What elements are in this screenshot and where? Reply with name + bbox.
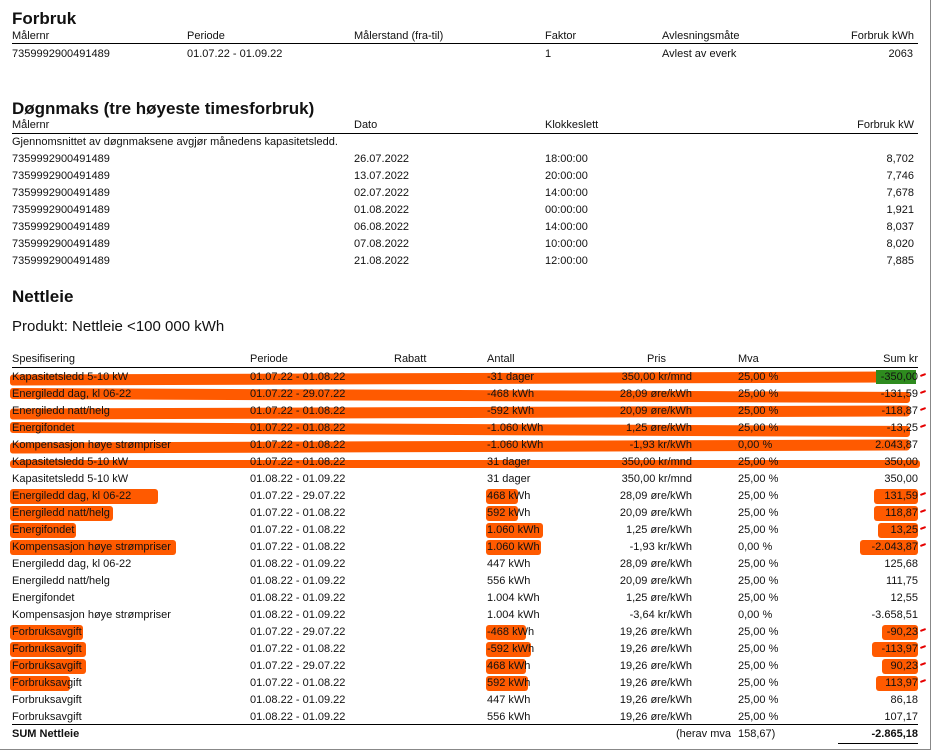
- nettleie-cell-spesifisering: Energiledd dag, kl 06-22: [12, 490, 132, 502]
- nettleie-cell-periode: 01.07.22 - 01.08.22: [250, 507, 346, 519]
- nettleie-cell-spesifisering: Energifondet: [12, 524, 75, 536]
- nettleie-cell-spesifisering: Energiledd dag, kl 06-22: [12, 558, 132, 570]
- nettleie-cell-spesifisering: Forbruksavgift: [12, 643, 82, 655]
- nettleie-cell-periode: 01.08.22 - 01.09.22: [250, 558, 346, 570]
- orange-marker-strike: [10, 460, 920, 468]
- red-margin-mark: [920, 424, 926, 428]
- nettleie-cell-antall: 1.060 kWh: [487, 541, 540, 553]
- nettleie-cell-antall: 447 kWh: [487, 558, 531, 570]
- nettleie-cell-antall: -592 kWh: [487, 643, 535, 655]
- nettleie-cell-periode: 01.07.22 - 01.08.22: [250, 422, 346, 434]
- red-margin-mark: [920, 407, 926, 411]
- dognmaks-cell-malernr: 7359992900491489: [12, 153, 110, 165]
- nettleie-cell-spesifisering: Energifondet: [12, 422, 75, 434]
- dognmaks-cell-dato: 07.08.2022: [354, 238, 410, 250]
- nettleie-cell-pris-amount: 20,09 øre/kWh: [619, 405, 692, 417]
- nettleie-cell-periode: 01.07.22 - 29.07.22: [250, 660, 346, 672]
- nettleie-cell-periode: 01.08.22 - 01.09.22: [250, 711, 346, 723]
- sum-total-underline: [838, 743, 918, 744]
- nettleie-cell-sum: -350,00: [880, 371, 918, 383]
- dognmaks-header-klokkeslett: Klokkeslett: [545, 119, 599, 131]
- dognmaks-cell-dato: 21.08.2022: [354, 255, 410, 267]
- nettleie-cell-mva: 25,00 %: [738, 575, 779, 587]
- nettleie-cell-mva: 25,00 %: [738, 422, 779, 434]
- nettleie-cell-sum: 113,97: [885, 677, 918, 689]
- forbruk-header-faktor: Faktor: [545, 30, 577, 42]
- nettleie-header-spesifisering: Spesifisering: [12, 353, 75, 365]
- nettleie-header-sum: Sum kr: [883, 353, 918, 365]
- nettleie-cell-pris-amount: 19,26 øre/kWh: [619, 643, 692, 655]
- nettleie-cell-sum: 350,00: [884, 473, 918, 485]
- nettleie-cell-pris-amount: 28,09 øre/kWh: [619, 490, 692, 502]
- nettleie-cell-antall: 447 kWh: [487, 694, 531, 706]
- dognmaks-cell-malernr: 7359992900491489: [12, 204, 110, 216]
- red-margin-mark: [920, 390, 926, 394]
- nettleie-cell-sum: 350,00: [884, 456, 918, 468]
- nettleie-cell-pris-amount: 1,25 øre/kWh: [625, 524, 692, 536]
- dognmaks-cell-kw: 7,885: [886, 255, 914, 267]
- nettleie-cell-antall: 556 kWh: [487, 711, 531, 723]
- nettleie-cell-mva: 25,00 %: [738, 660, 779, 672]
- dognmaks-cell-malernr: 7359992900491489: [12, 238, 110, 250]
- nettleie-cell-spesifisering: Kapasitetsledd 5-10 kW: [12, 456, 129, 468]
- dognmaks-cell-klokkeslett: 20:00:00: [545, 170, 588, 182]
- nettleie-cell-antall: -31 dager: [487, 371, 535, 383]
- nettleie-cell-spesifisering: Forbruksavgift: [12, 711, 82, 723]
- dognmaks-cell-kw: 8,702: [886, 153, 914, 165]
- nettleie-cell-spesifisering: Energiledd natt/helg: [12, 507, 110, 519]
- nettleie-cell-periode: 01.07.22 - 01.08.22: [250, 456, 346, 468]
- nettleie-cell-periode: 01.07.22 - 01.08.22: [250, 524, 346, 536]
- nettleie-cell-pris-amount: -3,64 kr/kWh: [629, 609, 692, 621]
- nettleie-cell-antall: 592 kWh: [487, 677, 531, 689]
- sum-rule: [12, 724, 918, 725]
- dognmaks-cell-klokkeslett: 10:00:00: [545, 238, 588, 250]
- nettleie-header-antall: Antall: [487, 353, 515, 365]
- forbruk-cell-avlesningsmate: Avlest av everk: [662, 48, 737, 60]
- forbruk-header-malerstand: Målerstand (fra-til): [354, 30, 444, 42]
- red-margin-mark: [920, 373, 926, 377]
- nettleie-cell-periode: 01.08.22 - 01.09.22: [250, 592, 346, 604]
- dognmaks-cell-klokkeslett: 18:00:00: [545, 153, 588, 165]
- nettleie-cell-sum: -3.658,51: [871, 609, 918, 621]
- red-margin-mark: [920, 628, 926, 632]
- dognmaks-cell-malernr: 7359992900491489: [12, 187, 110, 199]
- nettleie-cell-spesifisering: Kapasitetsledd 5-10 kW: [12, 473, 129, 485]
- nettleie-cell-sum: 2.043,87: [875, 439, 918, 451]
- dognmaks-cell-klokkeslett: 14:00:00: [545, 187, 588, 199]
- dognmaks-cell-klokkeslett: 12:00:00: [545, 255, 588, 267]
- nettleie-cell-spesifisering: Kapasitetsledd 5-10 kW: [12, 371, 129, 383]
- dognmaks-cell-kw: 1,921: [886, 204, 914, 216]
- nettleie-header-rule: [12, 367, 918, 368]
- nettleie-cell-antall: -1.060 kWh: [487, 422, 544, 434]
- red-margin-mark: [920, 492, 926, 496]
- nettleie-cell-spesifisering: Forbruksavgift: [12, 626, 82, 638]
- nettleie-cell-mva: 25,00 %: [738, 490, 779, 502]
- forbruk-cell-periode: 01.07.22 - 01.09.22: [187, 48, 283, 60]
- nettleie-cell-pris-amount: 350,00 kr/mnd: [621, 371, 692, 383]
- dognmaks-cell-dato: 01.08.2022: [354, 204, 410, 216]
- nettleie-cell-periode: 01.07.22 - 01.08.22: [250, 677, 346, 689]
- nettleie-title: Nettleie: [12, 287, 74, 306]
- nettleie-cell-antall: 556 kWh: [487, 575, 531, 587]
- dognmaks-note: Gjennomsnittet av døgnmaksene avgjør månedens kapasitetsledd.: [12, 136, 338, 148]
- nettleie-cell-pris-amount: 350,00 kr/mnd: [621, 473, 692, 485]
- dognmaks-header-rule: [12, 133, 918, 134]
- nettleie-cell-mva: 25,00 %: [738, 643, 779, 655]
- forbruk-header-periode: Periode: [187, 30, 225, 42]
- dognmaks-title: Døgnmaks (tre høyeste timesforbruk): [12, 99, 315, 118]
- forbruk-header-malernr: Målernr: [12, 30, 50, 42]
- nettleie-cell-antall: 468 kWh: [487, 660, 531, 672]
- nettleie-cell-sum: 118,87: [885, 507, 918, 519]
- nettleie-cell-mva: 25,00 %: [738, 405, 779, 417]
- nettleie-cell-sum: 131,59: [884, 490, 918, 502]
- nettleie-cell-spesifisering: Forbruksavgift: [12, 660, 82, 672]
- nettleie-cell-spesifisering: Kompensasjon høye strømpriser: [12, 439, 171, 451]
- nettleie-cell-sum: 125,68: [884, 558, 918, 570]
- nettleie-cell-periode: 01.07.22 - 29.07.22: [250, 388, 346, 400]
- nettleie-cell-spesifisering: Energifondet: [12, 592, 75, 604]
- red-margin-mark: [920, 543, 926, 547]
- dognmaks-cell-klokkeslett: 00:00:00: [545, 204, 588, 216]
- nettleie-cell-spesifisering: Energiledd natt/helg: [12, 405, 110, 417]
- red-margin-mark: [920, 679, 926, 683]
- forbruk-cell-faktor: 1: [545, 48, 552, 60]
- dognmaks-cell-malernr: 7359992900491489: [12, 221, 110, 233]
- dognmaks-cell-dato: 06.08.2022: [354, 221, 410, 233]
- nettleie-cell-sum: -131,59: [880, 388, 918, 400]
- nettleie-cell-sum: -118,87: [881, 405, 918, 417]
- nettleie-cell-spesifisering: Energiledd dag, kl 06-22: [12, 388, 132, 400]
- nettleie-cell-periode: 01.07.22 - 01.08.22: [250, 643, 346, 655]
- nettleie-cell-periode: 01.07.22 - 01.08.22: [250, 405, 346, 417]
- nettleie-cell-antall: 592 kWh: [487, 507, 531, 519]
- nettleie-cell-sum: 107,17: [884, 711, 918, 723]
- nettleie-cell-spesifisering: Kompensasjon høye strømpriser: [12, 541, 171, 553]
- forbruk-title: Forbruk: [12, 9, 77, 28]
- nettleie-cell-pris-amount: -1,93 kr/kWh: [629, 541, 692, 553]
- forbruk-header-rule: [12, 43, 918, 44]
- nettleie-cell-mva: 0,00 %: [738, 609, 773, 621]
- dognmaks-header-malernr: Målernr: [12, 119, 50, 131]
- dognmaks-cell-kw: 8,020: [886, 238, 914, 250]
- dognmaks-cell-malernr: 7359992900491489: [12, 255, 110, 267]
- nettleie-cell-antall: -468 kWh: [487, 626, 535, 638]
- nettleie-cell-mva: 25,00 %: [738, 694, 779, 706]
- nettleie-cell-sum: -13,25: [886, 422, 918, 434]
- nettleie-cell-sum: -90,23: [886, 626, 918, 638]
- dognmaks-header-dato: Dato: [354, 119, 378, 131]
- nettleie-cell-pris-amount: 20,09 øre/kWh: [619, 575, 692, 587]
- sum-label: SUM Nettleie: [12, 728, 80, 740]
- nettleie-cell-sum: 90,23: [890, 660, 918, 672]
- nettleie-cell-spesifisering: Energiledd natt/helg: [12, 575, 110, 587]
- nettleie-header-periode: Periode: [250, 353, 288, 365]
- nettleie-cell-spesifisering: Kompensasjon høye strømpriser: [12, 609, 171, 621]
- forbruk-header-avlesningsmate: Avlesningsmåte: [662, 30, 740, 42]
- dognmaks-cell-dato: 26.07.2022: [354, 153, 410, 165]
- nettleie-cell-pris-amount: 19,26 øre/kWh: [619, 677, 692, 689]
- dognmaks-cell-kw: 7,678: [886, 187, 914, 199]
- nettleie-cell-sum: -2.043,87: [871, 541, 918, 553]
- nettleie-cell-mva: 25,00 %: [738, 626, 779, 638]
- nettleie-cell-antall: 1.004 kWh: [487, 609, 540, 621]
- nettleie-cell-mva: 25,00 %: [738, 507, 779, 519]
- nettleie-cell-mva: 25,00 %: [738, 456, 779, 468]
- nettleie-cell-antall: -468 kWh: [487, 388, 535, 400]
- nettleie-product: Produkt: Nettleie <100 000 kWh: [12, 318, 225, 335]
- sum-total: -2.865,18: [871, 728, 918, 740]
- dognmaks-cell-malernr: 7359992900491489: [12, 170, 110, 182]
- nettleie-cell-pris-amount: 28,09 øre/kWh: [619, 388, 692, 400]
- nettleie-cell-periode: 01.07.22 - 01.08.22: [250, 541, 346, 553]
- nettleie-cell-pris-amount: 1,25 øre/kWh: [625, 592, 692, 604]
- red-margin-mark: [920, 662, 926, 666]
- nettleie-cell-antall: -592 kWh: [487, 405, 535, 417]
- forbruk-cell-kwh: 2063: [888, 48, 913, 60]
- nettleie-header-rabatt: Rabatt: [394, 353, 427, 365]
- nettleie-cell-mva: 25,00 %: [738, 592, 779, 604]
- red-margin-mark: [920, 509, 926, 513]
- nettleie-cell-pris-amount: 19,26 øre/kWh: [619, 694, 692, 706]
- nettleie-cell-antall: 1.004 kWh: [487, 592, 540, 604]
- nettleie-cell-mva: 25,00 %: [738, 388, 779, 400]
- nettleie-cell-sum: 13,25: [890, 524, 918, 536]
- nettleie-cell-sum: 12,55: [890, 592, 918, 604]
- nettleie-cell-antall: 31 dager: [487, 473, 531, 485]
- nettleie-cell-pris-amount: 1,25 øre/kWh: [625, 422, 692, 434]
- nettleie-cell-antall: 1.060 kWh: [487, 524, 540, 536]
- nettleie-cell-periode: 01.07.22 - 29.07.22: [250, 626, 346, 638]
- nettleie-cell-periode: 01.08.22 - 01.09.22: [250, 694, 346, 706]
- nettleie-cell-spesifisering: Forbruksavgift: [12, 694, 82, 706]
- nettleie-cell-pris-amount: 19,26 øre/kWh: [619, 711, 692, 723]
- nettleie-cell-sum: -113,97: [881, 643, 918, 655]
- dognmaks-cell-kw: 7,746: [886, 170, 914, 182]
- forbruk-header-kwh: Forbruk kWh: [851, 30, 914, 42]
- nettleie-header-pris: Pris: [647, 353, 666, 365]
- nettleie-cell-pris-amount: 19,26 øre/kWh: [619, 626, 692, 638]
- nettleie-cell-antall: 468 kWh: [487, 490, 531, 502]
- nettleie-cell-pris-amount: 350,00 kr/mnd: [621, 456, 692, 468]
- dognmaks-cell-dato: 02.07.2022: [354, 187, 410, 199]
- nettleie-cell-mva: 25,00 %: [738, 711, 779, 723]
- nettleie-cell-pris-amount: 20,09 øre/kWh: [619, 507, 692, 519]
- nettleie-header-mva: Mva: [738, 353, 759, 365]
- nettleie-cell-mva: 0,00 %: [738, 541, 773, 553]
- forbruk-cell-malernr: 7359992900491489: [12, 48, 110, 60]
- nettleie-cell-mva: 25,00 %: [738, 677, 779, 689]
- nettleie-cell-periode: 01.07.22 - 01.08.22: [250, 371, 346, 383]
- dognmaks-cell-kw: 8,037: [886, 221, 914, 233]
- nettleie-cell-pris-amount: 28,09 øre/kWh: [619, 558, 692, 570]
- red-margin-mark: [920, 526, 926, 530]
- nettleie-cell-mva: 25,00 %: [738, 524, 779, 536]
- nettleie-cell-mva: 25,00 %: [738, 371, 779, 383]
- nettleie-cell-sum: 86,18: [890, 694, 918, 706]
- nettleie-cell-periode: 01.07.22 - 01.08.22: [250, 439, 346, 451]
- nettleie-cell-periode: 01.08.22 - 01.09.22: [250, 575, 346, 587]
- nettleie-cell-mva: 0,00 %: [738, 439, 773, 451]
- nettleie-cell-antall: -1.060 kWh: [487, 439, 544, 451]
- nettleie-cell-pris-amount: 19,26 øre/kWh: [619, 660, 692, 672]
- nettleie-cell-pris-amount: -1,93 kr/kWh: [629, 439, 692, 451]
- nettleie-cell-antall: 31 dager: [487, 456, 531, 468]
- nettleie-cell-periode: 01.08.22 - 01.09.22: [250, 609, 346, 621]
- dognmaks-header-kw: Forbruk kW: [857, 119, 914, 131]
- nettleie-cell-mva: 25,00 %: [738, 473, 779, 485]
- dognmaks-cell-klokkeslett: 14:00:00: [545, 221, 588, 233]
- nettleie-cell-periode: 01.08.22 - 01.09.22: [250, 473, 346, 485]
- dognmaks-cell-dato: 13.07.2022: [354, 170, 410, 182]
- nettleie-cell-sum: 111,75: [885, 575, 918, 587]
- sum-herav-label: (herav mva: [676, 728, 732, 740]
- nettleie-cell-mva: 25,00 %: [738, 558, 779, 570]
- nettleie-cell-spesifisering: Forbruksavgift: [12, 677, 82, 689]
- sum-herav-value: 158,67): [738, 728, 776, 740]
- nettleie-cell-periode: 01.07.22 - 29.07.22: [250, 490, 346, 502]
- red-margin-mark: [920, 645, 926, 649]
